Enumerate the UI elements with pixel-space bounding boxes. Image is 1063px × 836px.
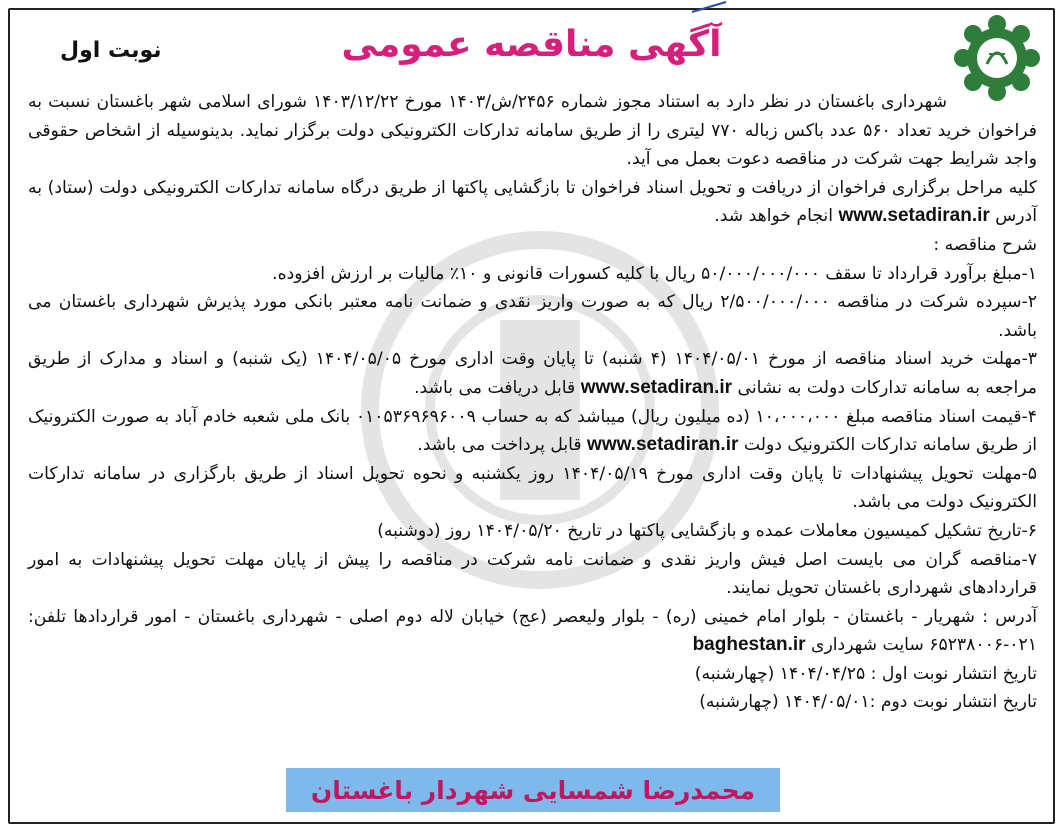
- item-4-text-end: قابل پرداخت می باشد.: [417, 435, 582, 456]
- notice-body: [28, 88, 1037, 717]
- address-text: آدرس : شهریار - باغستان - بلوار امام خمینی (ره) - بلوار ولیعصر (عج) خیابان لاله دوم اصلی - شهرداری باغستان - امور قراردادها تلفن: ۰۲۱-۶۵۲۳۸۰۰۶ سایت شهرداری: [28, 606, 1037, 656]
- municipality-site-link[interactable]: baghestan.ir: [692, 634, 806, 656]
- pencil-mark-icon: [690, 0, 730, 14]
- signature-banner: [286, 768, 780, 812]
- item-6: ۶-تاریخ تشکیل کمیسیون معاملات عمده و بازگشایی پاکتها در تاریخ ۱۴۰۴/۰۵/۲۰ روز (دوشنبه): [377, 520, 1037, 541]
- item-3-text-end: قابل دریافت می باشد.: [414, 377, 576, 398]
- intro-paragraph: شهرداری باغستان در نظر دارد به استناد مجوز شماره ۲۴۵۶/ش/۱۴۰۳ مورخ ۱۴۰۳/۱۲/۲۲ شورای اسلامی شهر باغستان نسبت به فراخوان خرید تعداد ۵۶۰ عدد باکس زباله ۷۷۰ لیتری را از طریق سامانه تدارکات الکترونیکی دولت برگزار نماید. بدینوسیله از اشخاص حقوقی واجد شرایط جهت شرکت در مناقصه دعوت بعمل می آید.: [28, 92, 1037, 170]
- item-5: ۵-مهلت تحویل پیشنهادات تا پایان وقت اداری مورخ ۱۴۰۴/۰۵/۱۹ روز یکشنبه و نحوه تحویل اسناد از طریق بارگزاری در سامانه تدارکات الکترونیک دولت می باشد.: [28, 463, 1037, 513]
- process-paragraph: [28, 174, 1037, 231]
- item-3-text: ۳-مهلت خرید اسناد مناقصه از مورخ ۱۴۰۴/۰۵/۰۱ (۴ شنبه) تا پایان وقت اداری مورخ ۱۴۰۴/۰۵/۰۵ (یک شنبه) و اسناد و مدارک از طریق مراجعه به سامانه تدارکات دولت به نشانی: [28, 349, 1038, 398]
- publish-date-second: تاریخ انتشار نوبت دوم :۱۴۰۴/۰۵/۰۱ (چهارشنبه): [699, 692, 1037, 713]
- item-4-link[interactable]: www.setadiran.ir: [587, 434, 739, 456]
- process-text-end: انجام خواهد شد.: [714, 206, 833, 227]
- publish-date-first: تاریخ انتشار نوبت اول : ۱۴۰۴/۰۴/۲۵ (چهارشنبه): [694, 663, 1037, 684]
- address-line: [28, 603, 1037, 660]
- item-2: ۲-سپرده شرکت در مناقصه ۲/۵۰۰/۰۰۰/۰۰۰ ریال که به صورت واریز نقدی و ضمانت نامه معتبر بانکی مورد پذیرش شهرداری باغستان می باشد.: [28, 292, 1037, 341]
- setad-link[interactable]: www.setadiran.ir: [838, 205, 990, 227]
- notice-title: آگهی مناقصه عمومی: [341, 24, 722, 65]
- description-heading: شرح مناقصه :: [933, 234, 1037, 255]
- item-3-link[interactable]: www.setadiran.ir: [580, 376, 733, 398]
- item-1: ۱-مبلغ برآورد قرارداد تا سقف ۵۰/۰۰۰/۰۰۰/۰۰۰ ریال با کلیه کسورات قانونی و ۱۰٪ مالیات بر ارزش افزوده.: [272, 263, 1037, 284]
- item-4-text: ۴-قیمت اسناد مناقصه مبلغ ۱۰،۰۰۰،۰۰۰ (ده میلیون ریال) میباشد که به حساب ۰۱۰۵۳۶۹۶۹۶۰۰۹ بانک ملی شعبه خادم آباد به صورت الکترونیک از طریق سامانه تدارکات الکترونیک دولت: [28, 406, 1037, 456]
- signature-text: محمدرضا شمسایی شهردار باغستان: [310, 775, 756, 805]
- round-label: نوبت اول: [60, 38, 162, 63]
- item-7: ۷-مناقصه گران می بایست اصل فیش واریز نقدی و ضمانت نامه شرکت در مناقصه را پیش از پایان مهلت تحویل پیشنهادات به امور قراردادهای شهرداری باغستان تحویل نمایند.: [28, 549, 1037, 599]
- item-3: [28, 345, 1037, 402]
- process-text: کلیه مراحل برگزاری فراخوان از دریافت و تحویل اسناد فراخوان تا بازگشایی پاکتها از طریق درگاه سامانه تدارکات الکترونیکی دولت (ستاد) به آدرس: [28, 177, 1037, 227]
- item-4: [28, 403, 1037, 460]
